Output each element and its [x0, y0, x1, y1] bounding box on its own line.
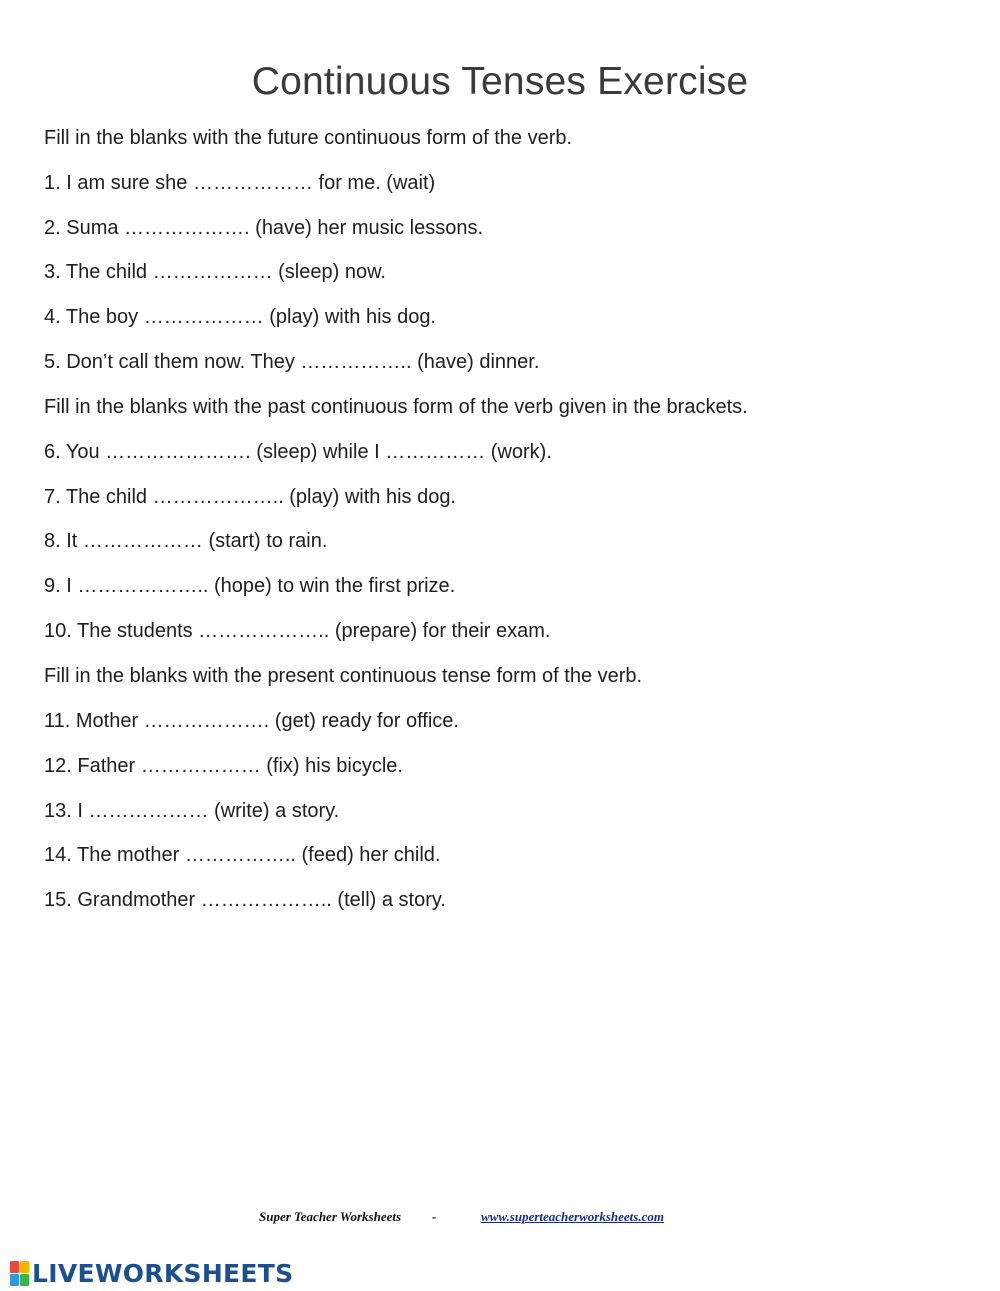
exercise-item-10: 10. The students ……………….. (prepare) for their exam.: [44, 620, 551, 642]
footer-brand: Super Teacher Worksheets: [259, 1209, 402, 1224]
exercise-item-12: 12. Father ……………… (fix) his bicycle.: [44, 755, 403, 777]
exercise-item-8: 8. It ……………… (start) to rain.: [44, 530, 328, 552]
exercise-item-3: 3. The child ……………… (sleep) now.: [44, 261, 386, 283]
exercise-item-9: 9. I ……………….. (hope) to win the first prize.: [44, 575, 456, 597]
liveworksheets-logo-text: LIVEWORKSHEETS: [32, 1258, 294, 1288]
exercise-item-6: 6. You …………………. (sleep) while I …………… (work).: [44, 441, 552, 463]
exercise-item-7: 7. The child ……………….. (play) with his dog.: [44, 486, 456, 508]
exercise-item-4: 4. The boy ……………… (play) with his dog.: [44, 306, 436, 328]
exercise-item-13: 13. I ……………… (write) a story.: [44, 800, 340, 822]
instruction-past: Fill in the blanks with the past continuous form of the verb given in the brackets.: [44, 396, 748, 418]
page-title: Continuous Tenses Exercise: [251, 60, 749, 103]
exercise-item-14: 14. The mother …………….. (feed) her child.: [44, 844, 441, 866]
exercise-item-5: 5. Don’t call them now. They …………….. (have) dinner.: [44, 351, 540, 373]
exercise-item-1: 1. I am sure she ……………… for me. (wait): [44, 172, 436, 194]
instruction-future: Fill in the blanks with the future continuous form of the verb.: [44, 127, 573, 149]
footer-url-link[interactable]: www.superteacherworksheets.com: [481, 1209, 664, 1224]
exercise-item-11: 11. Mother ………………. (get) ready for office.: [44, 710, 459, 732]
instruction-present: Fill in the blanks with the present continuous tense form of the verb.: [44, 665, 643, 687]
liveworksheets-logo-icon: [10, 1260, 30, 1286]
exercise-item-15: 15. Grandmother ……………….. (tell) a story.: [44, 889, 446, 911]
liveworksheets-logo[interactable]: [10, 1258, 293, 1288]
exercise-item-2: 2. Suma ………………. (have) her music lessons.: [44, 217, 484, 239]
footer-separator: -: [432, 1209, 437, 1224]
